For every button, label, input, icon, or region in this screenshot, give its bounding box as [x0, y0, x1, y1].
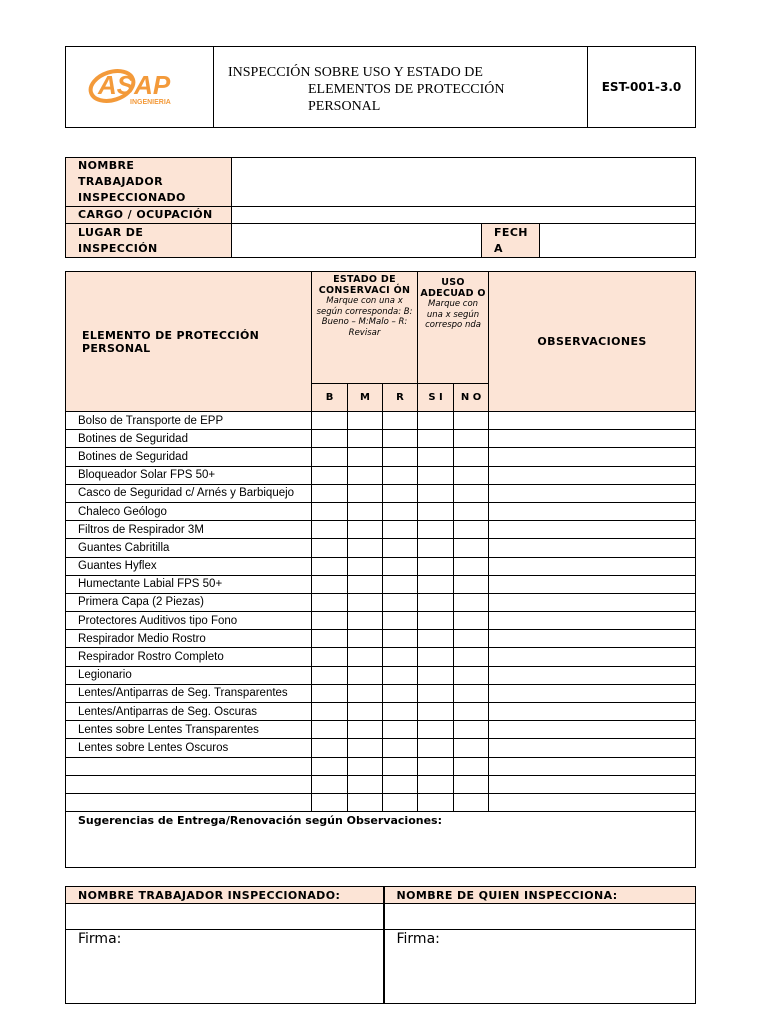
item-label: Protectores Auditivos tipo Fono: [66, 612, 312, 630]
check-m-cell[interactable]: [348, 557, 383, 575]
inspected-worker-label: NOMBRE TRABAJADOR INSPECCIONADO:: [66, 887, 384, 904]
col-m-header: M: [348, 384, 383, 412]
table-row: [66, 502, 696, 520]
inspection-place-label: LUGAR DE INSPECCIÓN: [66, 224, 232, 258]
check-si-cell[interactable]: [418, 430, 454, 448]
check-r-cell[interactable]: [383, 666, 418, 684]
check-no-cell[interactable]: [454, 448, 489, 466]
check-r-cell[interactable]: [383, 593, 418, 611]
check-no-cell[interactable]: [454, 612, 489, 630]
check-b-cell[interactable]: [312, 521, 348, 539]
check-b-cell[interactable]: [312, 539, 348, 557]
check-m-cell[interactable]: [348, 575, 383, 593]
check-si-cell[interactable]: [418, 448, 454, 466]
item-label: Humectante Labial FPS 50+: [66, 575, 312, 593]
table-row: [66, 630, 696, 648]
check-r-cell[interactable]: [383, 630, 418, 648]
item-label: Lentes/Antiparras de Seg. Oscuras: [66, 703, 312, 721]
check-si-cell[interactable]: [418, 775, 454, 793]
item-label: Lentes/Antiparras de Seg. Transparentes: [66, 684, 312, 702]
check-b-cell[interactable]: [312, 448, 348, 466]
observation-field-cell[interactable]: [489, 666, 696, 684]
state-group-instructions: Marque con una x según corresponda: B: Bueno – M:Malo – R: Revisar: [316, 296, 413, 338]
table-row: [66, 412, 696, 430]
item-label: [66, 757, 312, 775]
check-m-cell[interactable]: [348, 502, 383, 520]
observation-field-cell[interactable]: [489, 775, 696, 793]
observation-field-cell[interactable]: [489, 575, 696, 593]
item-label: Respirador Rostro Completo: [66, 648, 312, 666]
check-m-cell[interactable]: [348, 612, 383, 630]
check-m-cell[interactable]: [348, 593, 383, 611]
svg-text:INGENIERIA: INGENIERIA: [129, 99, 171, 106]
table-row: [66, 539, 696, 557]
item-label: Botines de Seguridad: [66, 448, 312, 466]
observation-field-cell[interactable]: [489, 721, 696, 739]
observation-field-cell[interactable]: [489, 484, 696, 502]
check-m-cell[interactable]: [348, 684, 383, 702]
check-b-cell[interactable]: [312, 593, 348, 611]
check-b-cell[interactable]: [312, 575, 348, 593]
observation-field-cell[interactable]: [489, 521, 696, 539]
check-m-cell[interactable]: [348, 430, 383, 448]
check-b-cell[interactable]: [312, 775, 348, 793]
observation-field-cell[interactable]: [489, 466, 696, 484]
title-line-3: PERSONAL: [308, 98, 381, 114]
inspector-name-field[interactable]: [384, 904, 696, 930]
observation-field-cell[interactable]: [489, 630, 696, 648]
check-si-cell[interactable]: [418, 721, 454, 739]
document-title: [214, 47, 588, 128]
check-no-cell[interactable]: [454, 521, 489, 539]
item-label: Guantes Cabritilla: [66, 539, 312, 557]
inspection-rows: [66, 412, 696, 812]
check-r-cell[interactable]: [383, 412, 418, 430]
check-r-cell[interactable]: [383, 521, 418, 539]
table-row: [66, 648, 696, 666]
check-si-cell[interactable]: [418, 666, 454, 684]
check-si-cell[interactable]: [418, 739, 454, 757]
item-label: Lentes sobre Lentes Oscuros: [66, 739, 312, 757]
table-row: [66, 466, 696, 484]
check-r-cell[interactable]: [383, 484, 418, 502]
check-si-cell[interactable]: [418, 593, 454, 611]
item-label: Filtros de Respirador 3M: [66, 521, 312, 539]
observation-field-cell[interactable]: [489, 539, 696, 557]
observation-field-cell[interactable]: [489, 684, 696, 702]
check-no-cell[interactable]: [454, 539, 489, 557]
check-si-cell[interactable]: [418, 575, 454, 593]
table-row: [66, 521, 696, 539]
date-label: FECH A: [482, 224, 540, 258]
check-m-cell[interactable]: [348, 793, 383, 811]
check-no-cell[interactable]: [454, 648, 489, 666]
observation-field-cell[interactable]: [489, 593, 696, 611]
signature-table: [65, 886, 696, 1004]
observations-column-header: OBSERVACIONES: [489, 272, 696, 412]
check-r-cell[interactable]: [383, 502, 418, 520]
check-b-cell[interactable]: [312, 757, 348, 775]
check-b-cell[interactable]: [312, 412, 348, 430]
check-no-cell[interactable]: [454, 739, 489, 757]
check-no-cell[interactable]: [454, 684, 489, 702]
check-b-cell[interactable]: [312, 557, 348, 575]
observation-field-cell[interactable]: [489, 757, 696, 775]
check-m-cell[interactable]: [348, 539, 383, 557]
table-row: [66, 721, 696, 739]
check-b-cell[interactable]: [312, 739, 348, 757]
check-no-cell[interactable]: [454, 484, 489, 502]
table-row: [66, 775, 696, 793]
check-b-cell[interactable]: [312, 502, 348, 520]
check-no-cell[interactable]: [454, 466, 489, 484]
check-no-cell[interactable]: [454, 593, 489, 611]
use-column-group: [418, 272, 489, 384]
check-m-cell[interactable]: [348, 648, 383, 666]
worker-info-table: [65, 157, 696, 258]
check-si-cell[interactable]: [418, 521, 454, 539]
suggestions-area[interactable]: Sugerencias de Entrega/Renovación según Observaciones:: [66, 812, 696, 868]
col-b-header: B: [312, 384, 348, 412]
use-group-title: USO ADECUAD O: [420, 277, 486, 299]
observation-field-cell[interactable]: [489, 412, 696, 430]
item-label: Guantes Hyflex: [66, 557, 312, 575]
check-si-cell[interactable]: [418, 684, 454, 702]
inspected-worker-signature[interactable]: Firma:: [66, 930, 384, 1004]
table-row: [66, 739, 696, 757]
check-r-cell[interactable]: [383, 775, 418, 793]
observation-field-cell[interactable]: [489, 502, 696, 520]
check-r-cell[interactable]: [383, 539, 418, 557]
check-r-cell[interactable]: [383, 430, 418, 448]
check-no-cell[interactable]: [454, 575, 489, 593]
check-no-cell[interactable]: [454, 757, 489, 775]
state-group-title: ESTADO DE CONSERVACI ÓN: [318, 274, 411, 296]
check-r-cell[interactable]: [383, 793, 418, 811]
date-field[interactable]: [540, 224, 696, 258]
inspector-signature[interactable]: Firma:: [384, 930, 696, 1004]
table-row: [66, 575, 696, 593]
item-label: Bolso de Transporte de EPP: [66, 412, 312, 430]
check-no-cell[interactable]: [454, 775, 489, 793]
item-label: Casco de Seguridad c/ Arnés y Barbiquejo: [66, 484, 312, 502]
check-b-cell[interactable]: [312, 466, 348, 484]
observation-field-cell[interactable]: [489, 703, 696, 721]
check-r-cell[interactable]: [383, 721, 418, 739]
check-no-cell[interactable]: [454, 721, 489, 739]
check-m-cell[interactable]: [348, 630, 383, 648]
worker-name-label: NOMBRE TRABAJADOR INSPECCIONADO: [66, 158, 232, 207]
check-b-cell[interactable]: [312, 703, 348, 721]
check-b-cell[interactable]: [312, 630, 348, 648]
item-label: Bloqueador Solar FPS 50+: [66, 466, 312, 484]
check-b-cell[interactable]: [312, 430, 348, 448]
check-m-cell[interactable]: [348, 757, 383, 775]
check-r-cell[interactable]: [383, 575, 418, 593]
observation-field-cell[interactable]: [489, 612, 696, 630]
check-b-cell[interactable]: [312, 666, 348, 684]
table-row: [66, 612, 696, 630]
check-si-cell[interactable]: [418, 466, 454, 484]
table-row: [66, 593, 696, 611]
asap-logo-icon: [84, 64, 196, 106]
check-b-cell[interactable]: [312, 612, 348, 630]
col-si-header: S I: [418, 384, 454, 412]
use-group-instructions: Marque con una x según correspo nda: [425, 299, 481, 330]
check-si-cell[interactable]: [418, 484, 454, 502]
check-r-cell[interactable]: [383, 757, 418, 775]
table-row: [66, 557, 696, 575]
check-m-cell[interactable]: [348, 666, 383, 684]
table-row: [66, 430, 696, 448]
item-label: Lentes sobre Lentes Transparentes: [66, 721, 312, 739]
document-code: EST-001-3.0: [588, 47, 696, 128]
item-label: Legionario: [66, 666, 312, 684]
col-no-header: N O: [454, 384, 489, 412]
table-row: [66, 793, 696, 811]
state-column-group: [312, 272, 418, 384]
item-label: Botines de Seguridad: [66, 430, 312, 448]
svg-text:ASAP: ASAP: [97, 70, 170, 100]
element-column-header: ELEMENTO DE PROTECCIÓN PERSONAL: [66, 272, 312, 412]
check-si-cell[interactable]: [418, 630, 454, 648]
inspector-label: NOMBRE DE QUIEN INSPECCIONA:: [384, 887, 696, 904]
check-r-cell[interactable]: [383, 684, 418, 702]
check-si-cell[interactable]: [418, 539, 454, 557]
check-si-cell[interactable]: [418, 502, 454, 520]
check-si-cell[interactable]: [418, 793, 454, 811]
check-no-cell[interactable]: [454, 502, 489, 520]
item-label: [66, 793, 312, 811]
check-si-cell[interactable]: [418, 757, 454, 775]
check-no-cell[interactable]: [454, 630, 489, 648]
check-m-cell[interactable]: [348, 412, 383, 430]
check-r-cell[interactable]: [383, 739, 418, 757]
item-label: [66, 775, 312, 793]
check-b-cell[interactable]: [312, 648, 348, 666]
observation-field-cell[interactable]: [489, 557, 696, 575]
document-header: [65, 46, 696, 128]
table-row: [66, 703, 696, 721]
check-no-cell[interactable]: [454, 793, 489, 811]
item-label: Respirador Medio Rostro: [66, 630, 312, 648]
item-label: Chaleco Geólogo: [66, 502, 312, 520]
check-b-cell[interactable]: [312, 793, 348, 811]
inspected-worker-name-field[interactable]: [66, 904, 384, 930]
table-row: [66, 684, 696, 702]
check-r-cell[interactable]: [383, 557, 418, 575]
check-m-cell[interactable]: [348, 448, 383, 466]
worker-name-field[interactable]: [232, 158, 696, 207]
observation-field-cell[interactable]: [489, 739, 696, 757]
check-si-cell[interactable]: [418, 412, 454, 430]
position-label: CARGO / OCUPACIÓN: [66, 207, 232, 224]
observation-field-cell[interactable]: [489, 430, 696, 448]
table-row: [66, 757, 696, 775]
check-m-cell[interactable]: [348, 775, 383, 793]
check-r-cell[interactable]: [383, 466, 418, 484]
check-no-cell[interactable]: [454, 430, 489, 448]
check-m-cell[interactable]: [348, 521, 383, 539]
check-m-cell[interactable]: [348, 484, 383, 502]
check-b-cell[interactable]: [312, 484, 348, 502]
check-m-cell[interactable]: [348, 466, 383, 484]
check-m-cell[interactable]: [348, 739, 383, 757]
observation-field-cell[interactable]: [489, 793, 696, 811]
check-m-cell[interactable]: [348, 703, 383, 721]
title-line-2: ELEMENTOS DE PROTECCIÓN: [308, 81, 505, 97]
check-no-cell[interactable]: [454, 557, 489, 575]
check-no-cell[interactable]: [454, 703, 489, 721]
company-logo: [66, 47, 214, 128]
check-no-cell[interactable]: [454, 412, 489, 430]
inspection-table: [65, 271, 696, 868]
position-field[interactable]: [232, 207, 696, 224]
item-label: Primera Capa (2 Piezas): [66, 593, 312, 611]
table-row: [66, 484, 696, 502]
check-si-cell[interactable]: [418, 703, 454, 721]
check-b-cell[interactable]: [312, 684, 348, 702]
check-r-cell[interactable]: [383, 703, 418, 721]
check-si-cell[interactable]: [418, 612, 454, 630]
check-m-cell[interactable]: [348, 721, 383, 739]
check-b-cell[interactable]: [312, 721, 348, 739]
observation-field-cell[interactable]: [489, 448, 696, 466]
inspection-place-field[interactable]: [232, 224, 482, 258]
check-r-cell[interactable]: [383, 648, 418, 666]
table-row: [66, 448, 696, 466]
table-row: [66, 666, 696, 684]
check-si-cell[interactable]: [418, 557, 454, 575]
observation-field-cell[interactable]: [489, 648, 696, 666]
check-no-cell[interactable]: [454, 666, 489, 684]
check-r-cell[interactable]: [383, 448, 418, 466]
title-line-1: INSPECCIÓN SOBRE USO Y ESTADO DE: [228, 64, 483, 80]
check-si-cell[interactable]: [418, 648, 454, 666]
col-r-header: R: [383, 384, 418, 412]
check-r-cell[interactable]: [383, 612, 418, 630]
